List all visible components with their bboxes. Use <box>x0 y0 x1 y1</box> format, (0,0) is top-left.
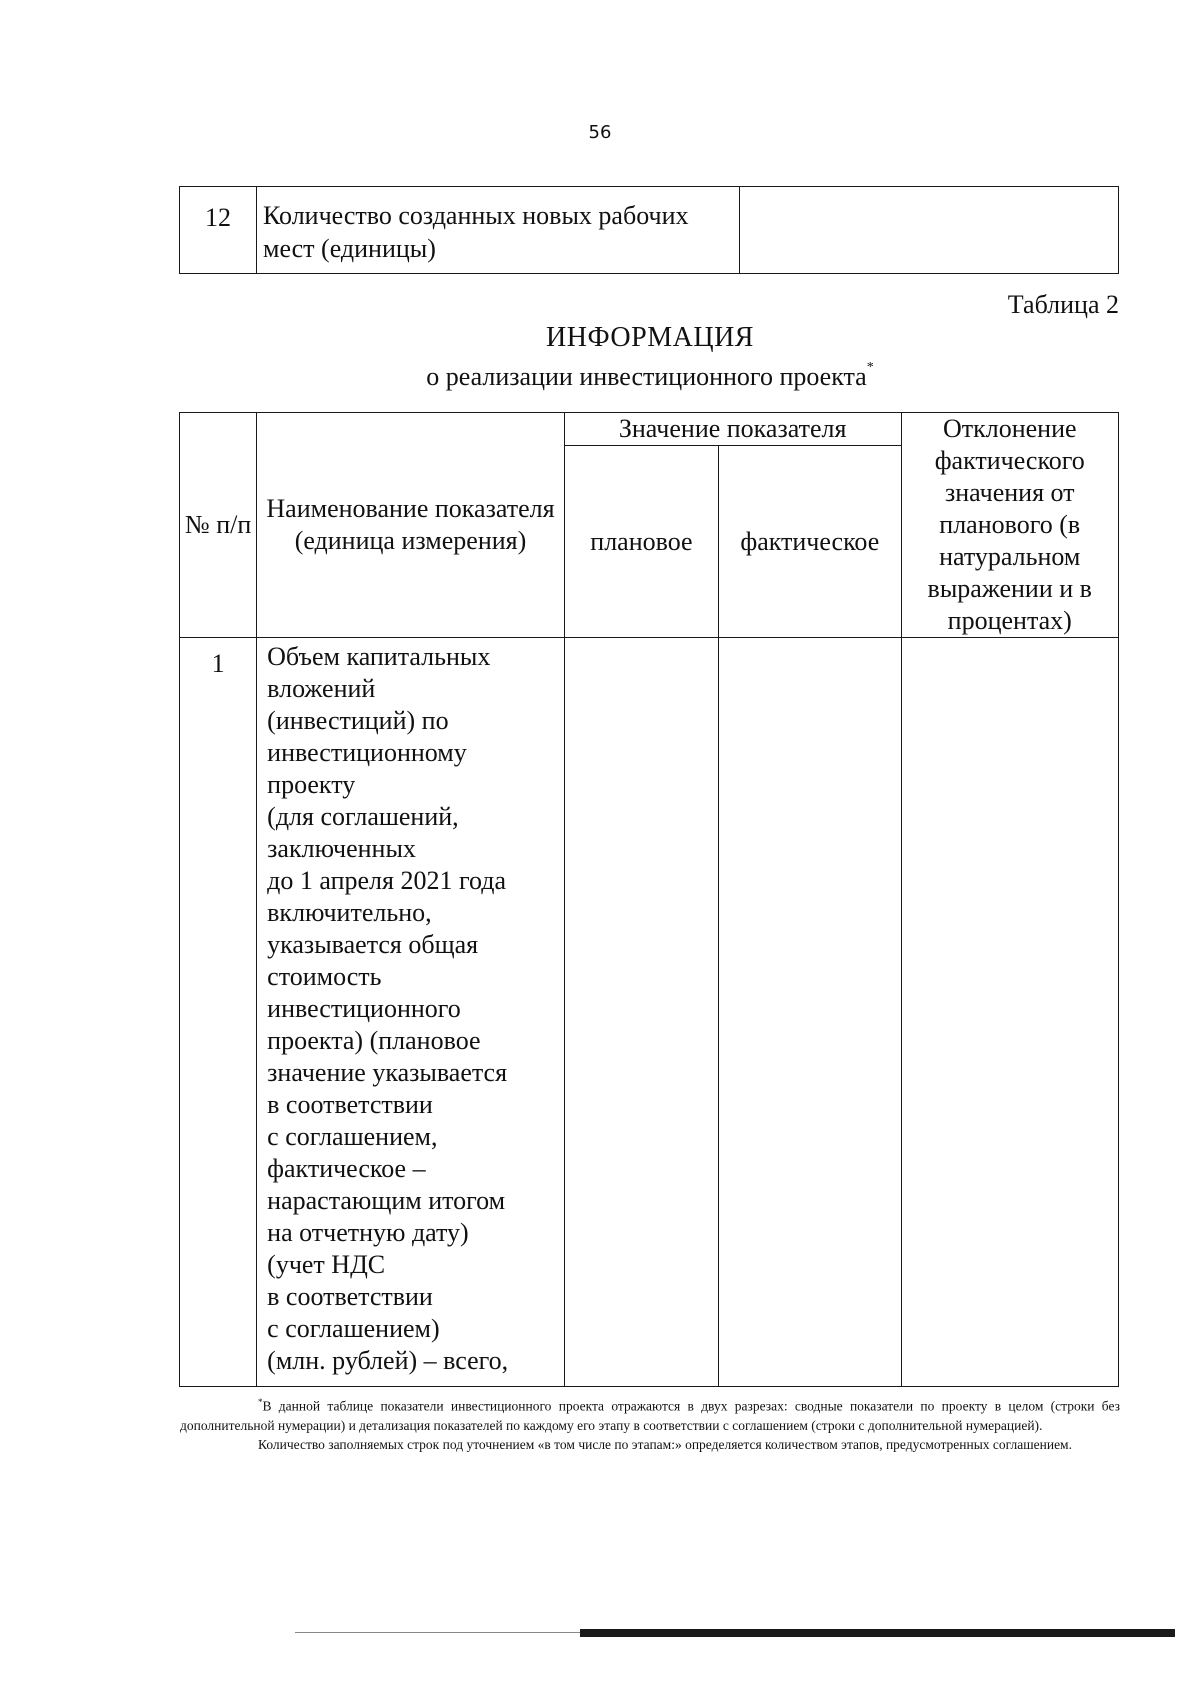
header-row <box>180 413 1119 446</box>
planned-value <box>564 638 718 1387</box>
footnote-2: Количество заполняемых строк под уточнением «в том числе по этапам:» определяется количеством этапов, предусмотренных соглашением. <box>258 1436 1072 1452</box>
scan-edge-bar <box>580 1629 1175 1637</box>
footnote-1 <box>180 1393 1120 1435</box>
row-number: 12 <box>180 187 257 274</box>
table-label: Таблица 2 <box>1007 290 1119 319</box>
indicator-name: Объем капитальных вложений (инвестиций) по инвестиционному проекту (для соглашений, заключенных до 1 апреля 2021 года включительно, указывается общая стоимость инвестиционного проекта) (плановое значение указывается в соответствии с соглашением, фактическое – нарастающим итогом на отчетную дату) (учет НДС в соответствии с соглашением) (млн. рублей) – всего, <box>257 638 565 1387</box>
indicator-table-continued <box>179 186 1119 274</box>
row-number: 1 <box>180 638 257 1387</box>
document-subtitle <box>0 362 1200 392</box>
header-value-group: Значение показателя <box>564 413 901 446</box>
footnote-mark: * <box>258 1397 263 1407</box>
header-deviation: Отклонение фактического значения от планового (в натуральном выражении и в процентах) <box>901 413 1119 638</box>
page-number: 56 <box>588 122 612 143</box>
document-title: ИНФОРМАЦИЯ <box>546 322 754 353</box>
footnotes <box>180 1393 1120 1454</box>
header-name: Наименование показателя (единица измерения) <box>257 413 565 638</box>
header-actual: фактическое <box>719 446 901 638</box>
indicator-name: Количество созданных новых рабочих мест (единицы) <box>257 187 740 274</box>
subtitle-text: о реализации инвестиционного проекта <box>426 362 867 391</box>
header-number: № п/п <box>180 413 257 638</box>
table-row <box>180 638 1119 1387</box>
header-planned: плановое <box>564 446 718 638</box>
deviation-value <box>901 638 1119 1387</box>
indicator-value <box>740 187 1119 274</box>
table-row <box>180 187 1119 274</box>
investment-project-table <box>179 412 1119 1387</box>
actual-value <box>719 638 901 1387</box>
footnote-mark: * <box>866 360 874 376</box>
footnote-1-text: В данной таблице показатели инвестиционного проекта отражаются в двух разрезах: сводные показатели по проекту в целом (строки без дополнительной нумерации) и детализация показателей по каждому его этапу в соответствии с соглашением (строки с дополнительной нумерацией). <box>180 1398 1120 1433</box>
